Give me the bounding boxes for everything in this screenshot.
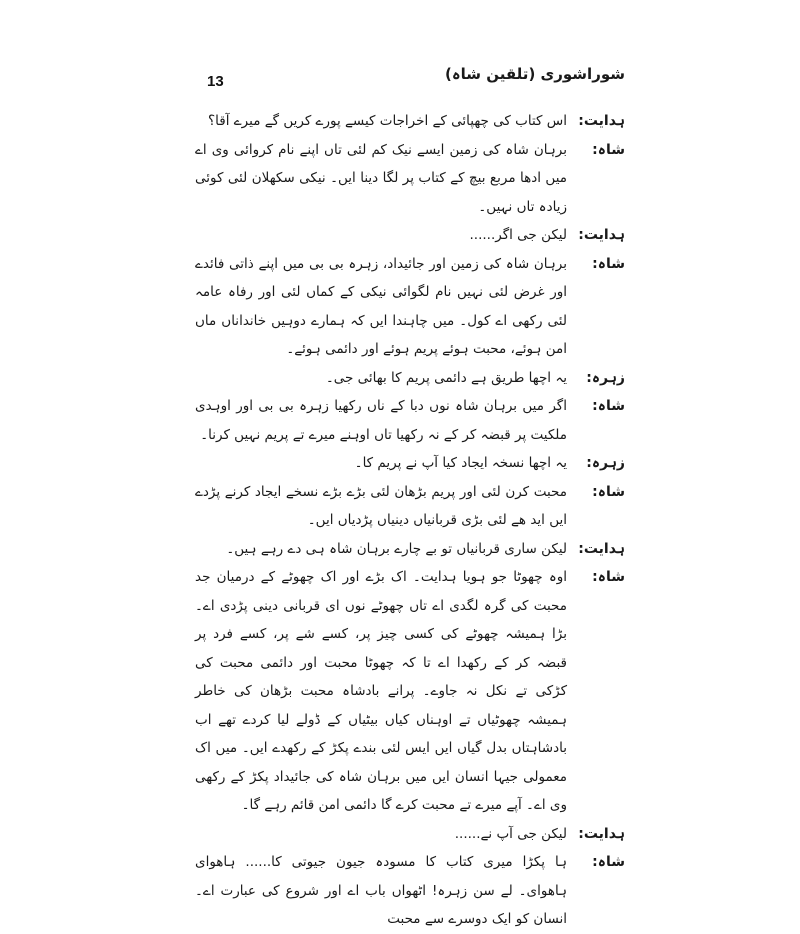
- dialogue-turn: [195, 221, 625, 250]
- speaker-label: شاہ:: [592, 255, 625, 272]
- dialogue-turn: [195, 535, 625, 564]
- speaker-label: ہدایت:: [578, 227, 625, 243]
- speech-text: لیکن جی آپ نے......: [454, 825, 567, 842]
- speech-text: یہ اچھا نسخہ ایجاد کیا آپ نے پریم کا۔: [354, 455, 567, 471]
- speech-text: برہان شاہ کی زمین اور جائیداد، زہرہ بی بی میں اپنے ذاتی فائدے اور غرض لئی نہیں نام لگوائی نیکی کے کماں لئی اور رفاہ عامہ لئی رکھی اے کول۔ میں چاہندا ایں کہ ہمارے دوہیں خانداناں ماں امن ہوئے، محبت ہوئے پریم ہوئے اور دائمی ہوئے۔: [195, 255, 567, 357]
- dialogue-turn: [195, 136, 625, 222]
- book-title: شوراشوری (تلقین شاہ): [445, 65, 625, 83]
- page-number: 13: [207, 73, 224, 90]
- dialogue-turn: [195, 107, 625, 136]
- speech-text: ہا پکڑا میری کتاب کا مسودہ جیون جیوتی کا...... ہاھوای ہاھوای۔ لے سن زہرہ! اٹھواں باب اے اور شروع کی عبارت اے۔ انسان کو ایک دوسرے سے محبت: [195, 854, 567, 927]
- dialogue-turn: [195, 848, 625, 934]
- dialogue-turn: [195, 449, 625, 478]
- speaker-label: شاہ:: [592, 398, 625, 414]
- speech-text: یہ اچھا طریق ہے دائمی پریم کا بھائی جی۔: [325, 369, 567, 386]
- dialogue-turn: [195, 364, 625, 393]
- speaker-label: زہرہ:: [586, 455, 625, 471]
- speaker-label: شاہ:: [592, 483, 625, 500]
- speaker-label: شاہ:: [592, 141, 625, 158]
- speech-text: اگر میں برہان شاہ نوں دبا کے ناں رکھیا زہرہ بی بی اور اوہدی ملکیت پر قبضہ کر کے نہ رکھیا تاں اوہنے میرے تے پریم نہیں کرنا۔: [195, 398, 567, 443]
- book-page: [195, 55, 625, 927]
- speech-text: لیکن ساری قربانیاں تو بے چارے برہان شاہ ہی دے رہے ہیں۔: [226, 540, 567, 557]
- speaker-label: ہدایت:: [578, 540, 625, 557]
- speaker-label: ہدایت:: [578, 113, 625, 129]
- speech-text: لیکن جی اگر......: [469, 227, 567, 243]
- dialogue-body: [195, 107, 625, 934]
- speaker-label: شاہ:: [592, 569, 625, 585]
- speech-text: محبت کرن لئی اور پریم بڑھان لئی بڑے بڑے نسخے ایجاد کرنے پڑدے ایں اید ھے لئی بڑی قربانیاں دینیاں پڑدیاں ایں۔: [195, 483, 567, 528]
- speech-text: اس کتاب کی چھپائی کے اخراجات کیسے پورے کریں گے میرے آقا؟: [207, 113, 567, 129]
- dialogue-turn: [195, 392, 625, 449]
- speaker-label: زہرہ:: [586, 369, 625, 386]
- page-header: [195, 65, 625, 95]
- speech-text: اوہ چھوٹا جو ہویا ہدایت۔ اک بڑے اور اک چھوٹے کے درمیان جد محبت کی گرہ لگدی اے تاں چھوٹے نوں ای قربانی دینی پڑدی اے۔ بڑا ہمیشہ چھوٹے کی کسی چیز پر، کسے شے پر، کسے فرد پر قبضہ کر کے رکھدا اے تا کہ چھوٹا محبت اور دائمی محبت کی کڑکی تے نکل نہ جاوے۔ پرانے بادشاہ محبت بڑھان کی خاطر ہمیشہ چھوٹیاں تے اوہناں کیاں بیٹیاں کے ڈولے لیا کردے تھے اب بادشاہتاں بدل گیاں ایں ایس لئی بندے پکڑ کے رکھدے ایں۔ میں اک معمولی جیہا انسان ایں میں برہان شاہ کی جائیداد پکڑ کے رکھی وی اے۔ آپے میرے تے محبت کرے گا دائمی امن قائم رہے گا۔: [195, 569, 567, 813]
- speech-text: برہان شاہ کی زمین ایسے نیک کم لئی تاں اپنے نام کروائی وی اے میں ادھا مربع بیچ کے کتاب پر لگا دینا ایں۔ نیکی سکھلان لئی کوئی زیادہ تاں نہیں۔: [195, 141, 567, 215]
- speaker-label: شاہ:: [592, 854, 625, 870]
- dialogue-turn: [195, 820, 625, 849]
- speaker-label: ہدایت:: [578, 825, 625, 842]
- dialogue-turn: [195, 563, 625, 820]
- dialogue-turn: [195, 250, 625, 364]
- dialogue-turn: [195, 478, 625, 535]
